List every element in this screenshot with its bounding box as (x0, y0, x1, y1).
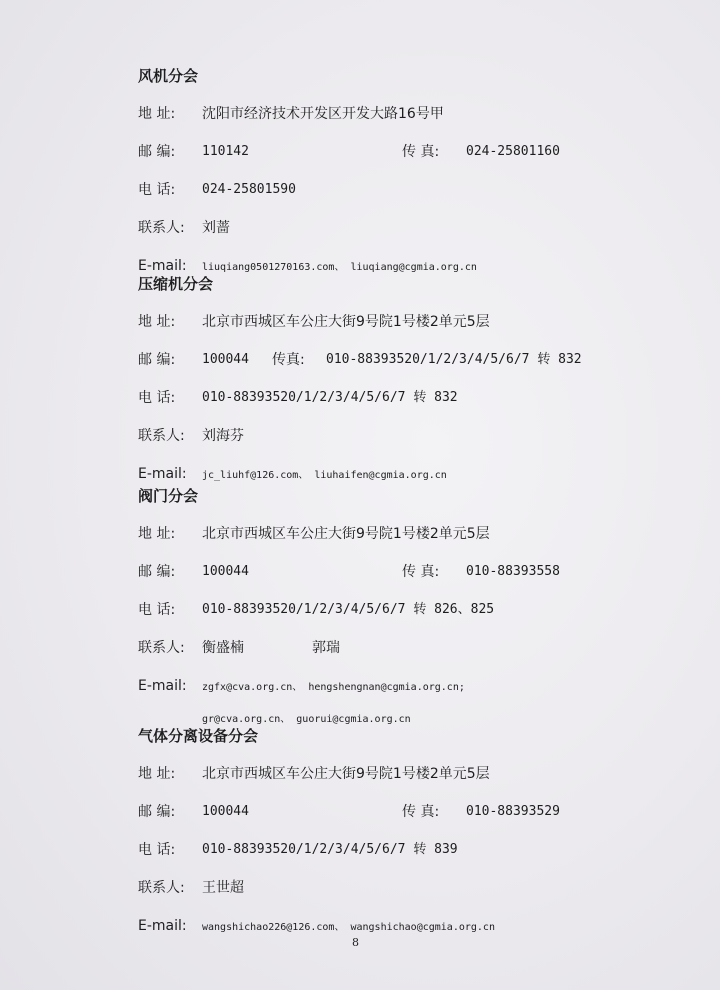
fax-value: 024-25801160 (466, 144, 560, 159)
contact-label: 联系人: (138, 428, 185, 444)
postcode-value: 100044 (202, 352, 249, 367)
address-label: 地 址: (138, 526, 176, 542)
email-value: wangshichao226@126.com、 wangshichao@cgmia.org.cn (202, 922, 495, 933)
contact-row (138, 218, 560, 238)
fax-value: 010-88393529 (466, 804, 560, 819)
address-value: 北京市西城区车公庄大街9号院1号楼2单元5层 (202, 526, 490, 542)
section-title: 气体分离设备分会 (138, 727, 259, 745)
email-value: liuqiang0501270163.com、 liuqiang@cgmia.org.cn (202, 262, 477, 273)
contact-label: 联系人: (138, 880, 185, 896)
section-title: 风机分会 (138, 67, 199, 85)
fax-label: 传 真: (402, 144, 440, 160)
email-row (138, 464, 582, 484)
postcode-label: 邮 编: (138, 804, 176, 820)
address-value: 沈阳市经济技术开发区开发大路16号甲 (202, 106, 444, 122)
email-row (138, 916, 560, 936)
contact-row (138, 878, 560, 898)
contact-row (138, 638, 560, 658)
section-title: 压缩机分会 (138, 275, 214, 293)
address-value: 北京市西城区车公庄大街9号院1号楼2单元5层 (202, 314, 490, 330)
fax-label: 传 真: (402, 804, 440, 820)
phone-label: 电 话: (138, 602, 176, 618)
email-label: E-mail: (138, 918, 187, 934)
email-continuation-row (138, 708, 560, 728)
page-number: 8 (352, 936, 359, 949)
phone-row (138, 840, 560, 860)
contact-label: 联系人: (138, 640, 185, 656)
postcode-label: 邮 编: (138, 144, 176, 160)
phone-label: 电 话: (138, 390, 176, 406)
phone-label: 电 话: (138, 842, 176, 858)
email-label: E-mail: (138, 678, 187, 694)
postcode-value: 110142 (202, 144, 249, 159)
postcode-value: 100044 (202, 564, 249, 579)
contact-value: 王世超 (202, 880, 244, 896)
phone-value: 010-88393520/1/2/3/4/5/6/7 转 826、825 (202, 602, 495, 617)
postcode-fax-row (138, 802, 560, 822)
fax-value: 010-88393558 (466, 564, 560, 579)
section-title: 阀门分会 (138, 487, 199, 505)
email-value: zgfx@cva.org.cn、 hengshengnan@cgmia.org.cn; (202, 682, 465, 693)
section-gas-separation-branch (138, 726, 560, 954)
email-row (138, 676, 560, 696)
phone-value: 010-88393520/1/2/3/4/5/6/7 转 832 (202, 390, 458, 405)
contact-value: 刘海芬 (202, 428, 244, 444)
postcode-label: 邮 编: (138, 352, 176, 368)
contact-value: 刘蔷 (202, 220, 230, 236)
phone-value: 024-25801590 (202, 182, 296, 197)
email-label: E-mail: (138, 466, 187, 482)
postcode-fax-row (138, 350, 582, 370)
address-label: 地 址: (138, 766, 176, 782)
contact-row (138, 426, 582, 446)
fax-label: 传真: (272, 352, 305, 368)
email-row (138, 256, 560, 276)
contact-label: 联系人: (138, 220, 185, 236)
phone-value: 010-88393520/1/2/3/4/5/6/7 转 839 (202, 842, 458, 857)
section-compressor-branch (138, 274, 582, 502)
email-value: jc_liuhf@126.com、 liuhaifen@cgmia.org.cn (202, 470, 447, 481)
postcode-label: 邮 编: (138, 564, 176, 580)
email-label: E-mail: (138, 258, 187, 274)
postcode-fax-row (138, 562, 560, 582)
phone-row (138, 180, 560, 200)
phone-row (138, 600, 560, 620)
address-row (138, 104, 560, 124)
address-row (138, 764, 560, 784)
address-label: 地 址: (138, 106, 176, 122)
postcode-fax-row (138, 142, 560, 162)
address-label: 地 址: (138, 314, 176, 330)
section-fan-branch (138, 66, 560, 294)
phone-label: 电 话: (138, 182, 176, 198)
address-value: 北京市西城区车公庄大街9号院1号楼2单元5层 (202, 766, 490, 782)
email-value-continued: gr@cva.org.cn、 guorui@cgmia.org.cn (202, 714, 411, 725)
phone-row (138, 388, 582, 408)
fax-value: 010-88393520/1/2/3/4/5/6/7 转 832 (326, 352, 582, 367)
address-row (138, 312, 582, 332)
contact-value: 衡盛楠 (202, 640, 244, 656)
address-row (138, 524, 560, 544)
fax-label: 传 真: (402, 564, 440, 580)
contact-value-2: 郭瑞 (312, 640, 340, 656)
section-valve-branch (138, 486, 560, 746)
postcode-value: 100044 (202, 804, 249, 819)
